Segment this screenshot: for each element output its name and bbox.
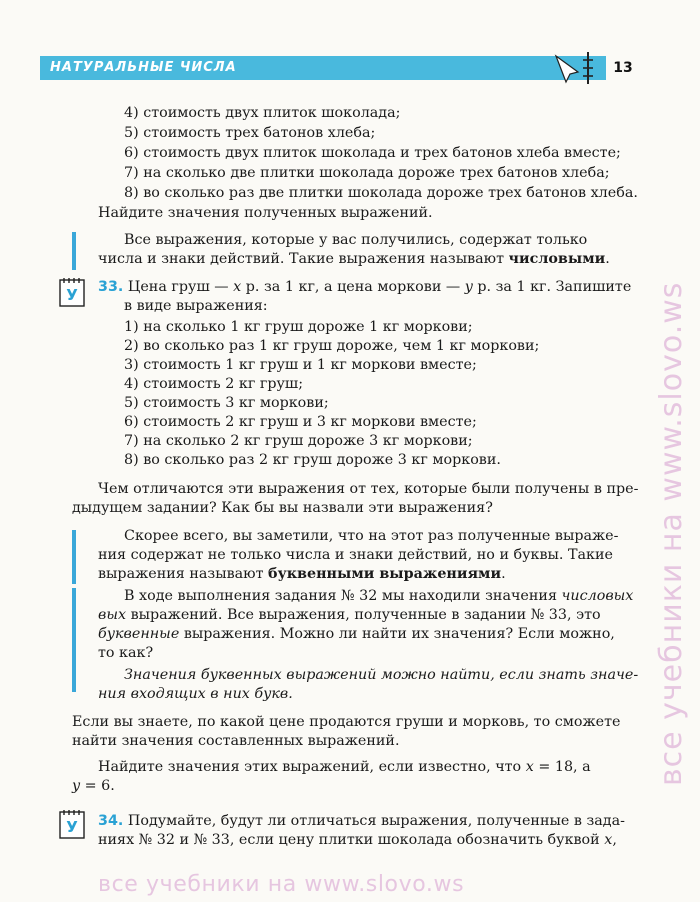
text-line: вых выражений. Все выражения, полученные в задании № 33, это — [98, 607, 601, 623]
watermark-bottom: все учебники на www.slovo.ws — [98, 872, 465, 897]
task-icon-letter: У — [66, 818, 78, 836]
text-line: 2) во сколько раз 1 кг груш дороже, чем 1 кг моркови; — [124, 338, 540, 354]
notepad-icon-34 — [58, 808, 86, 840]
text-line: 7) на сколько две плитки шоколада дороже трех батонов хлеба; — [124, 165, 610, 181]
text-line: 1) на сколько 1 кг груш дороже 1 кг моркови; — [124, 319, 473, 335]
text-line: 7) на сколько 2 кг груш дороже 3 кг моркови; — [124, 433, 473, 449]
task-icon-letter: У — [66, 286, 78, 304]
text-line: ния входящих в них букв. — [98, 686, 293, 702]
text-line: 33. Цена груш — x р. за 1 кг, а цена моркови — y р. за 1 кг. Запишите — [98, 279, 632, 295]
text-line: 34. Подумайте, будут ли отличаться выражения, полученные в зада- — [98, 813, 625, 829]
text-line: Найдите значения полученных выражений. — [98, 205, 433, 221]
text-line: 8) во сколько раз 2 кг груш дороже 3 кг моркови. — [124, 452, 501, 468]
text-line: Чем отличаются эти выражения от тех, которые были получены в пре- — [98, 481, 639, 497]
text-line: то как? — [98, 645, 154, 661]
text-line: найти значения составленных выражений. — [72, 733, 400, 749]
text-line: Скорее всего, вы заметили, что на этот раз полученные выраже- — [124, 528, 619, 544]
text-line: 4) стоимость двух плиток шоколада; — [124, 105, 401, 121]
text-line: выражения называют буквенными выражениями. — [98, 566, 506, 582]
text-line: ниях № 32 и № 33, если цену плитки шоколада обозначить буквой x, — [98, 832, 617, 848]
text-line: 5) стоимость 3 кг моркови; — [124, 395, 329, 411]
text-line: в виде выражения: — [124, 298, 268, 314]
text-line: В ходе выполнения задания № 32 мы находили значения числовых — [124, 588, 634, 604]
text-line: дыдущем задании? Как бы вы назвали эти выражения? — [72, 500, 493, 516]
text-line: 5) стоимость трех батонов хлеба; — [124, 125, 376, 141]
rule-bar-1 — [72, 232, 76, 270]
watermark-vertical: все учебники на www.slovo.ws — [654, 281, 689, 786]
text-line: 6) стоимость двух плиток шоколада и трех батонов хлеба вместе; — [124, 145, 621, 161]
text-line: Найдите значения этих выражений, если известно, что x = 18, а — [98, 759, 591, 775]
text-line: 8) во сколько раз две плитки шоколада дороже трех батонов хлеба. — [124, 185, 638, 201]
text-line: буквенные выражения. Можно ли найти их значения? Если можно, — [98, 626, 615, 642]
page-number: 13 — [613, 60, 633, 76]
rule-bar-3 — [72, 588, 76, 692]
text-line: Все выражения, которые у вас получились, содержат только — [124, 232, 588, 248]
text-line: числа и знаки действий. Такие выражения называют числовыми. — [98, 251, 610, 267]
pen-pointer-icon — [552, 48, 606, 88]
text-line: ния содержат не только числа и знаки действий, но и буквы. Такие — [98, 547, 613, 563]
text-line: Значения буквенных выражений можно найти, если знать значе- — [124, 667, 639, 683]
text-line: Если вы знаете, по какой цене продаются груши и морковь, то сможете — [72, 714, 621, 730]
text-line: 6) стоимость 2 кг груш и 3 кг моркови вместе; — [124, 414, 477, 430]
text-line: y = 6. — [72, 778, 115, 794]
notepad-icon-33 — [58, 276, 86, 308]
text-line: 3) стоимость 1 кг груш и 1 кг моркови вместе; — [124, 357, 477, 373]
section-title: НАТУРАЛЬНЫЕ ЧИСЛА — [50, 60, 237, 75]
text-line: 4) стоимость 2 кг груш; — [124, 376, 304, 392]
rule-bar-2 — [72, 530, 76, 584]
